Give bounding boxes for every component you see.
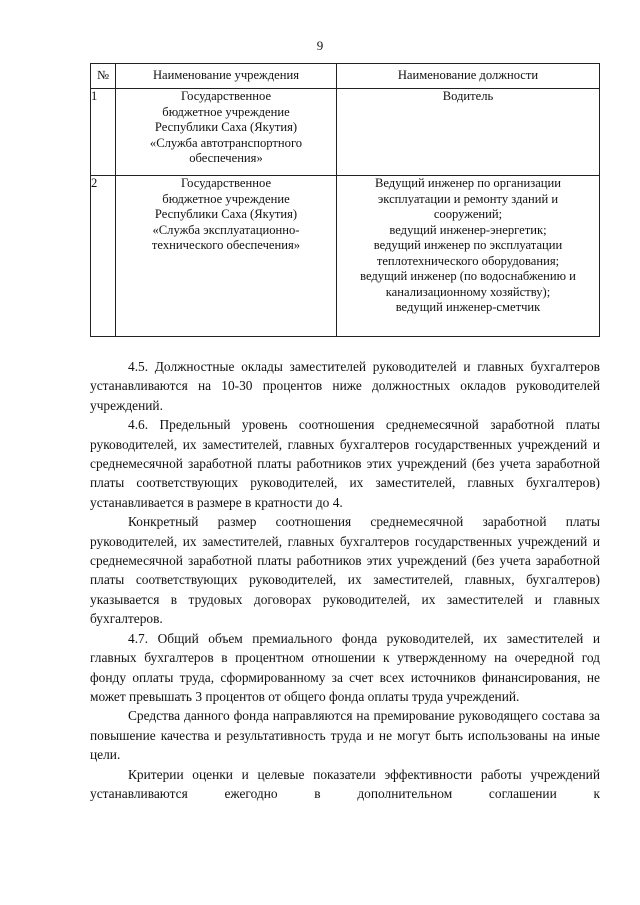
position-line: Водитель	[442, 89, 494, 103]
positions-table	[90, 63, 600, 337]
document-body	[90, 357, 600, 803]
paragraph-ratio-details: Конкретный размер соотношения среднемесячной заработной платы руководителей, их заместителей, главных бухгалтеров государственных учреждений и среднемесячной заработной платы работников этих учреждений (без учета заработной платы соответствующих руководителей, их заместителей, главных, бухгалтеров) указывается в трудовых договорах руководителей, их заместителей и главных бухгалтеров.	[90, 514, 600, 627]
paragraph-4-6: 4.6. Предельный уровень соотношения среднемесячной заработной платы руководителей, их заместителей, главных бухгалтеров государственных учреждений и среднемесячной заработной платы работников этих учреждений (без учета заработной платы соответствующих руководителей, их заместителей, главных бухгалтеров) устанавливается в размере в кратности до 4.	[90, 417, 600, 510]
institution-cell	[116, 176, 337, 337]
row-number: 2	[91, 176, 116, 337]
position-line: ведущий инженер-энергетик;	[389, 222, 547, 237]
position-line: ведущий инженер-сметчик	[395, 300, 541, 314]
position-line: канализационному хозяйству);	[385, 284, 551, 299]
position-line: Ведущий инженер по организации	[374, 176, 562, 190]
institution-cell	[116, 89, 337, 176]
institution-line: «Служба эксплуатационно-	[152, 222, 300, 237]
position-line: теплотехнического оборудования;	[376, 253, 560, 268]
position-line: сооружений;	[433, 207, 503, 221]
paragraph-criteria: Критерии оценки и целевые показатели эффективности работы учреждений устанавливаются ежегодно в дополнительном соглашении к	[90, 766, 600, 801]
page-number: 9	[316, 38, 324, 53]
row-number: 1	[91, 89, 116, 176]
table-header-row	[91, 64, 600, 89]
header-institution: Наименование учреждения	[116, 64, 337, 89]
institution-line: бюджетное учреждение	[162, 191, 290, 206]
institution-line: обеспечения»	[189, 151, 263, 165]
institution-line: технического обеспечения»	[151, 238, 301, 252]
institution-line: бюджетное учреждение	[162, 104, 290, 119]
position-cell	[337, 89, 600, 176]
header-position: Наименование должности	[337, 64, 600, 89]
institution-line: «Служба автотранспортного	[149, 135, 303, 150]
institution-line: Республики Саха (Якутия)	[154, 120, 298, 134]
institution-line: Государственное	[180, 89, 272, 103]
institution-line: Государственное	[180, 176, 272, 190]
position-line: ведущий инженер по эксплуатации	[373, 238, 563, 252]
table-row	[91, 176, 600, 337]
position-line: ведущий инженер (по водоснабжению и	[360, 269, 576, 283]
header-number: №	[91, 64, 116, 89]
institution-line: Республики Саха (Якутия)	[154, 207, 298, 221]
table-row	[91, 89, 600, 176]
paragraph-4-7: 4.7. Общий объем премиального фонда руководителей, их заместителей и главных бухгалтеров в процентном отношении к утвержденному на очередной год фонду оплаты труда, сформированному за счет всех источников финансирования, не может превышать 3 процентов от общего фонда оплаты труда учреждений.	[90, 630, 600, 704]
paragraph-fund-usage: Средства данного фонда направляются на премирование руководящего состава за повышение качества и результативность труда и не могут быть использованы на иные цели.	[90, 708, 600, 763]
position-cell	[337, 176, 600, 337]
position-line: эксплуатации и ремонту зданий и	[377, 191, 559, 206]
paragraph-4-5: 4.5. Должностные оклады заместителей руководителей и главных бухгалтеров устанавливаются на 10-30 процентов ниже должностных окладов руководителей учреждений.	[90, 359, 600, 413]
